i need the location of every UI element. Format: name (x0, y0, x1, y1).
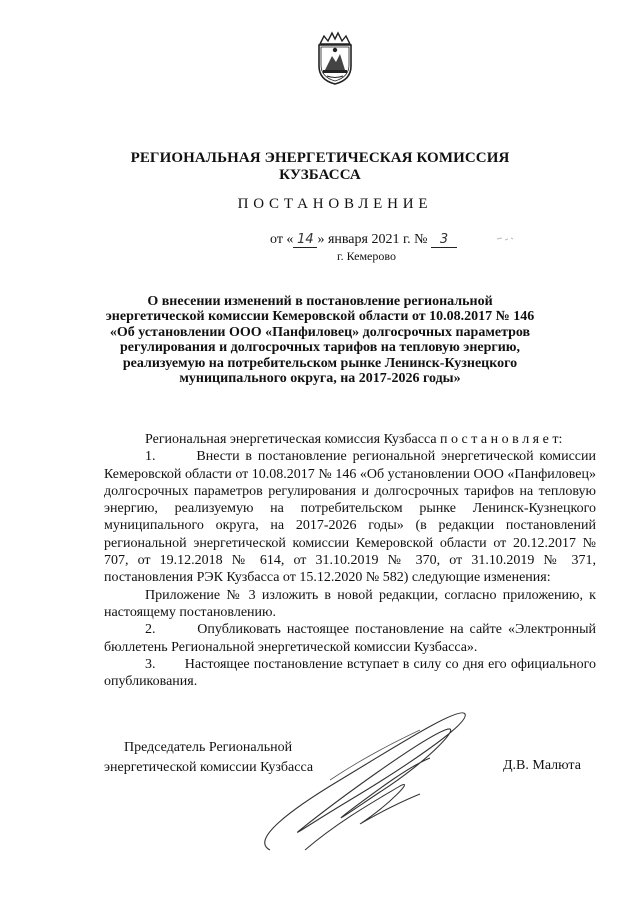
clause-3: 3. Настоящее постановление вступает в силу со дня его официального опубликования. (104, 656, 596, 690)
title-line: регулирования и долгосрочных тарифов на тепловую энергию, (119, 340, 521, 356)
document-title (100, 294, 540, 386)
handwritten-signature-icon (230, 700, 490, 860)
title-line: реализуемую на потребительском рынке Ленинск-Кузнецкого (122, 355, 518, 371)
coat-of-arms-icon (314, 30, 356, 86)
faint-mark-icon (496, 236, 514, 242)
preamble: Региональная энергетическая комиссия Кузбасса п о с т а н о в л я е т: (145, 432, 563, 447)
clause-1: 1. Внести в постановление региональной энергетической комиссии Кемеровской области от 10.08.2017 № 146 «Об установлении ООО «Панфиловец» долгосрочных параметров регулирования и долгосрочных тарифов на тепловую энергию, реализуемую на потребительском рынке Ленинск-Кузнецкого муниципального округа, на 2017-2026 годы» (в редакции постановлений региональной энергетической комиссии Кемеровской области от 20.12.2017 № 707, от 19.12.2018 № 614, от 31.10.2019 № 370, от 31.10.2019 № 371, постановления РЭК Кузбасса от 15.12.2020 № 582) следующие изменения: (104, 449, 596, 586)
clause-2: 2. Опубликовать настоящее постановление на сайте «Электронный бюллетень Региональной энергетической комиссии Кузбасса». (104, 622, 596, 655)
clause-1-sub: Приложение № 3 изложить в новой редакции, согласно приложению, к настоящему постановлению. (104, 587, 596, 620)
organization-name-line2: КУЗБАССА (279, 167, 361, 183)
date-prefix: от « (270, 232, 294, 247)
title-line: муниципального округа, на 2017-2026 годы» (179, 371, 461, 387)
document-number: 3 (431, 233, 457, 248)
document-type: ПОСТАНОВЛЕНИЕ (237, 196, 433, 212)
date-suffix: » января 2021 г. № (317, 232, 431, 247)
signatory-name: Д.В. Малюта (503, 758, 581, 773)
title-line: энергетической комиссии Кемеровской области от 10.08.2017 № 146 (105, 309, 535, 325)
signatory-position-line2: энергетической комиссии Кузбасса (104, 760, 314, 775)
document-body (104, 431, 596, 690)
signatory-position-line1: Председатель Региональной (124, 740, 293, 755)
organization-name-line1: РЕГИОНАЛЬНАЯ ЭНЕРГЕТИЧЕСКАЯ КОМИССИЯ (130, 150, 510, 166)
date-day: 14 (293, 233, 317, 248)
date-line (270, 232, 457, 248)
title-line: «Об установлении ООО «Панфиловец» долгосрочных параметров (109, 324, 531, 340)
city: г. Кемерово (337, 249, 396, 263)
title-line: О внесении изменений в постановление региональной (147, 294, 493, 309)
